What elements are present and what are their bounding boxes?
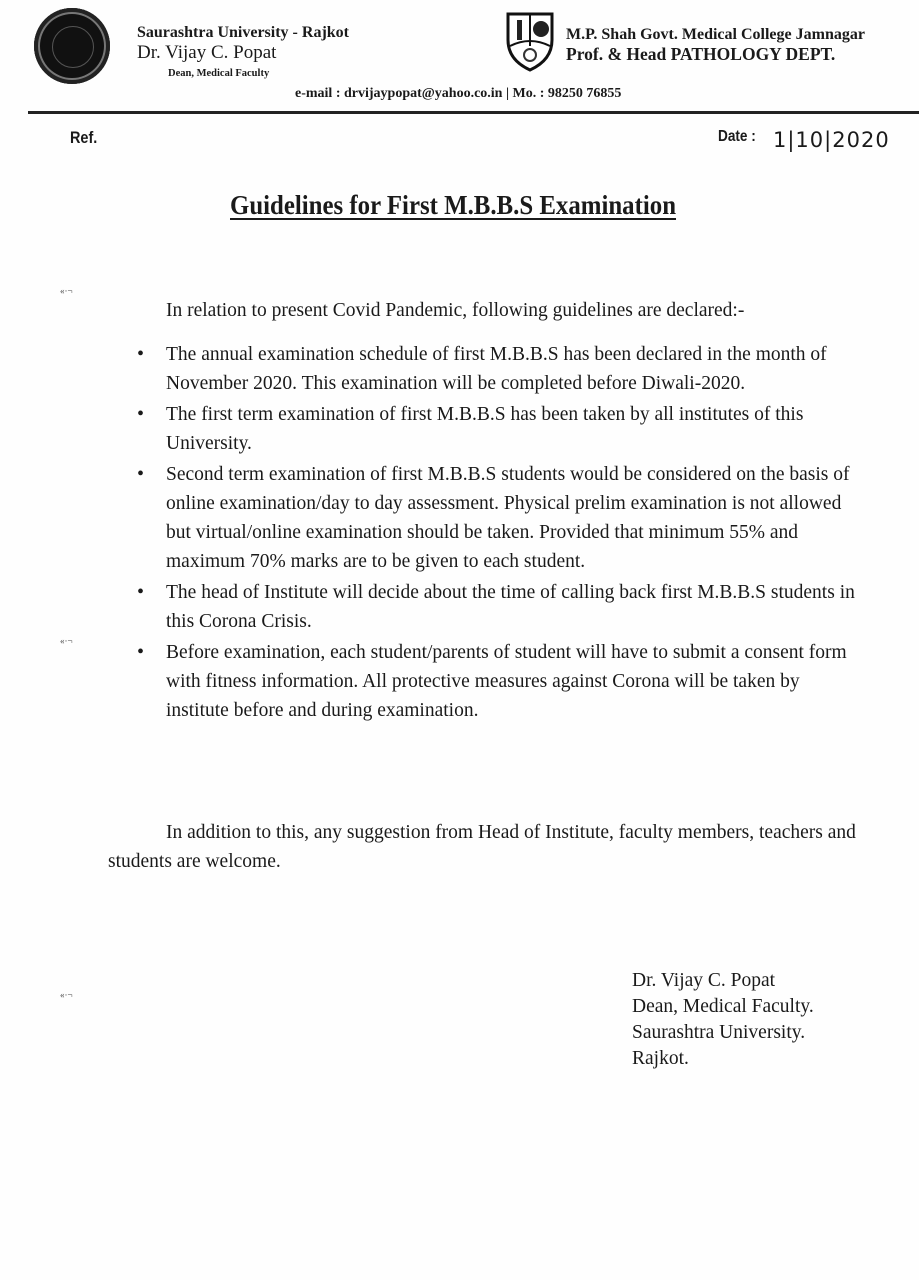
guidelines-list xyxy=(166,340,866,727)
ref-label: Ref. xyxy=(70,128,98,147)
signature-block xyxy=(632,968,814,1072)
signature-designation: Dean, Medical Faculty. xyxy=(632,996,814,1017)
signature-name: Dr. Vijay C. Popat xyxy=(632,970,776,991)
guideline-item: • The annual examination schedule of first M.B.B.S has been declared in the month of November 2020. This examination will be completed before Diwali-2020. xyxy=(166,340,866,398)
college-crest-icon xyxy=(504,10,556,72)
guideline-item: • Before examination, each student/parents of student will have to submit a consent form with fitness information. All protective measures against Corona will be taken by institute before and during examination. xyxy=(166,638,866,725)
signature-city: Rajkot. xyxy=(632,1048,689,1069)
signature-university: Saurashtra University. xyxy=(632,1022,806,1043)
date-label: Date : xyxy=(718,128,756,145)
header-divider xyxy=(28,111,919,114)
header-designation: Dean, Medical Faculty xyxy=(168,68,270,79)
contact-line: e-mail : drvijaypopat@yahoo.co.in | Mo. : 98250 76855 xyxy=(295,86,622,101)
date-value: 1|10|2020 xyxy=(773,128,890,152)
header-person-name: Dr. Vijay C. Popat xyxy=(137,42,277,63)
margin-mark: «·¬ xyxy=(60,636,73,646)
college-name: M.P. Shah Govt. Medical College Jamnagar xyxy=(566,26,865,43)
intro-paragraph: In relation to present Covid Pandemic, following guidelines are declared:- xyxy=(166,300,745,321)
margin-mark: «·¬ xyxy=(60,990,73,1000)
guideline-item: • Second term examination of first M.B.B.S students would be considered on the basis of online examination/day to day assessment. Physical prelim examination is not allowed but virtual/online examination should be taken. Provided that minimum 55% and maximum 70% marks are to be given to each student. xyxy=(166,460,866,576)
department-designation: Prof. & Head PATHOLOGY DEPT. xyxy=(566,44,836,64)
document-title: Guidelines for First M.B.B.S Examination xyxy=(230,190,677,220)
university-name: Saurashtra University - Rajkot xyxy=(137,24,349,41)
university-seal-icon xyxy=(34,8,110,84)
closing-paragraph: In addition to this, any suggestion from Head of Institute, faculty members, teachers and students are welcome. xyxy=(108,822,856,872)
guideline-item: • The head of Institute will decide about the time of calling back first M.B.B.S students in this Corona Crisis. xyxy=(166,578,866,636)
margin-mark: «·¬ xyxy=(60,286,73,296)
guideline-item: • The first term examination of first M.B.B.S has been taken by all institutes of this University. xyxy=(166,400,866,458)
